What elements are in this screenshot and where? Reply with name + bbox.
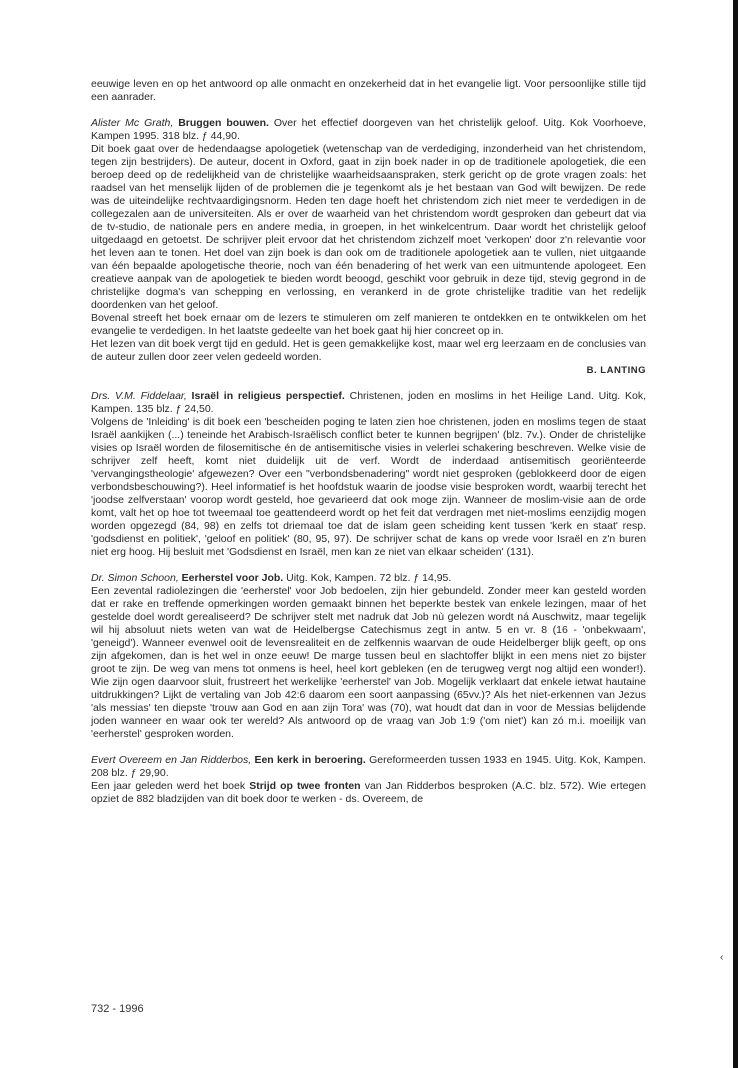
review-overeem-ridderbos — [91, 754, 646, 806]
review-book-title: Eerherstel voor Job. — [181, 572, 284, 584]
review-heading — [91, 117, 646, 143]
review-citation: Over het effectief doorgeven van het christelijk geloof. Uitg. Kok Voorhoeve, Kampen 1995. 318 blz. ƒ 44,90. — [91, 117, 646, 142]
page-number: 732 - 1996 — [91, 1003, 144, 1015]
review-citation: Gereformeerden tussen 1933 en 1945. Uitg. Kok, Kampen. 208 blz. ƒ 29,90. — [91, 754, 646, 779]
page-content — [91, 78, 646, 806]
review-author: Drs. V.M. Fiddelaar, — [91, 390, 187, 402]
review-author: Evert Overeem en Jan Ridderbos, — [91, 754, 252, 766]
review-heading — [91, 754, 646, 780]
reviewer-name: B. LANTING — [586, 365, 646, 376]
review-fiddelaar — [91, 390, 646, 559]
intro-paragraph: eeuwige leven en op het antwoord op alle onmacht en onzekerheid dat in het evangelie ligt. Voor persoonlijke stille tijd een aanrader. — [91, 78, 646, 103]
review-author: Dr. Simon Schoon, — [91, 572, 179, 584]
review-paragraph: Dit boek gaat over de hedendaagse apologetiek (wetenschap van de verdediging, inzonderheid van het christendom, tegen zijn bestrijders). De auteur, docent in Oxford, gaat in zijn boek nader in op de traditionele apologetiek, die een beroep deed op de redelijkheid van de christelijke waarheidsaanspraken, sterk gericht op de grote vragen zoals: het raadsel van het menselijk lijden of de problemen die je tegenkomt als je het bestaan van God wilt bewijzen. De rede was de uiteindelijke rechtvaardigingsnorm. Heden ten dage hoeft het christendom zich niet meer te verdedigen in de collegezalen aan de universiteiten. Als er over de waarheid van het christendom wordt gesproken dan gebeurt dat via de tv-studio, de nationale pers en andere media, in groepen, in het winkelcentrum. Daar wordt het christelijk geloof uitgedaagd en getoetst. De schrijver pleit ervoor dat het christendom zichzelf moet 'verkopen' door z'n relevantie voor het leven aan te tonen. Het doel van zijn boek is dan ook om de traditionele apologetiek aan te vullen, niet uitgaande van één bepaalde apologetische theorie, noch van één benadering of het werk van een uitmuntende apologeet. Een creatieve aanpak van de apologetiek te bieden wordt beoogd, geschikt voor gebruik in deze tijd, stevig gegrond in de christelijke dogma's van schepping en verlossing, en verankerd in de grote christelijke traditie van het redelijk doordenken van het geloof. — [91, 143, 646, 311]
review-book-title: Een kerk in beroering. — [254, 754, 366, 766]
review-book-title: Israël in religieus perspectief. — [191, 390, 345, 402]
review-citation: Christenen, joden en moslims in het Heilige Land. Uitg. Kok, Kampen. 135 blz. ƒ 24,50. — [91, 390, 647, 415]
review-citation: Uitg. Kok, Kampen. 72 blz. ƒ 14,95. — [286, 572, 452, 584]
referenced-book-title: Strijd op twee fronten — [249, 780, 361, 792]
review-schoon — [91, 572, 646, 741]
review-text: van Jan Ridderbos besproken (A.C. blz. 572). Wie ertegen opziet de 882 bladzijden van dit boek door te werken - ds. Overeem, de — [91, 780, 646, 805]
review-paragraph: Het lezen van dit boek vergt tijd en geduld. Het is geen gemakkelijke kost, maar wel erg leerzaam en de conclusies van de auteur zullen door zeer velen gedeeld worden. — [91, 338, 646, 363]
scan-edge — [733, 0, 738, 1068]
review-paragraph: Bovenal streeft het boek ernaar om de lezers te stimuleren om zelf manieren te ontdekken en te ontwikkelen om het evangelie te verdedigen. In het laatste gedeelte van het boek gaat hij hier concreet op in. — [91, 312, 646, 337]
review-heading — [91, 572, 646, 585]
review-paragraph: Volgens de 'Inleiding' is dit boek een 'bescheiden poging te laten zien hoe christenen, joden en moslims tegen de staat Israël aankijken (...) teneinde het Arabisch-Israëlisch conflict beter te kunnen begrijpen' (blz. 7v.). Onder de christelijke visies op Israël worden de filosemitische én de antisemitische visies in velerlei schakering beschreven. Welke visie de schrijver zelf heeft, komt niet duidelijk uit de verf. Wordt de inderdaad antisemitisch georiënteerde 'vervangingstheologie' afgewezen? Over een "verbondsbenadering" wordt niet gesproken (geblokkeerd door de eigen verbondsbeschouwing?). Heel informatief is het hoofdstuk waarin de joodse visie besproken wordt, waarbij terecht het 'joodse zelfverstaan' voorop wordt gesteld, hoe gevarieerd dat ook moge zijn. Wanneer de moslim-visie aan de orde komt, valt het op hoe tot tweemaal toe geattendeerd wordt op het feit dat verdragen met niet-moslims eenzijdig mogen worden opgezegd (84, 98) en zelfs tot driemaal toe dat de islam geen scheiding kent tussen 'kerk en staat' resp. 'godsdienst en politiek', 'geloof en politiek' (80, 95, 97). De schrijver schat de kans op vrede voor Israël en z'n buren niet erg hoog. Hij besluit met 'Godsdienst en Israël, men kan ze niet van elkaar scheiden' (131). — [91, 416, 646, 558]
review-paragraph: Een zevental radiolezingen die 'eerherstel' voor Job bedoelen, zijn hier gebundeld. Zonder meer kan gesteld worden dat er rake en treffende opmerkingen worden gemaakt binnen het beperkte bestek van enkele lezingen, maar of het gestelde doel wordt gerealiseerd? De schrijver stelt met nadruk dat Job nù gelezen wordt ná Auschwitz, maar tegelijk wil hij absoluut niets weten van wat de Heidelbergse Catechismus zegt in antw. 5 en vr. 8 (16 - 'onbekwaam', 'geneigd'). Wanneer evenwel ooit de levensrealiteit en de zelfkennis waarvan de oude Heidelberger blijk geeft, op ons zijn afgekomen, dan is het wel in onze eeuw! De marge tussen beul en slachtoffer blijkt in een mens niet zo bijster groot te zijn. De weg van mens tot onmens is heel, heel kort gebleken (en de terugweg vergt nog altijd een wonder!). Wie zijn ogen daarvoor sluit, frustreert het werkelijke 'eerherstel' van Job. Mogelijk verklaart dat enkele ietwat hautaine uitdrukkingen? Lijkt de vertaling van Job 42:6 daarom een soort aanpassing (65vv.)? Als het niet-erkennen van Jezus 'als messias' ten diepste 'trouw aan God en aan zijn Tora' was (70), wat houdt dat dan in voor de Messias belijdende joden wanneer en waar ook ter wereld? Als antwoord op de vraag van Job 1:9 ('om niet') kan zó m.i. moeilijk van 'eerherstel' gesproken worden. — [91, 585, 646, 740]
review-author: Alister Mc Grath, — [91, 117, 174, 129]
review-book-title: Bruggen bouwen. — [178, 117, 269, 129]
review-paragraph — [91, 780, 646, 806]
review-mcgrath — [91, 117, 646, 377]
margin-mark: ‹ — [720, 952, 724, 963]
review-text: Een jaar geleden werd het boek — [91, 780, 250, 792]
review-heading — [91, 390, 646, 416]
